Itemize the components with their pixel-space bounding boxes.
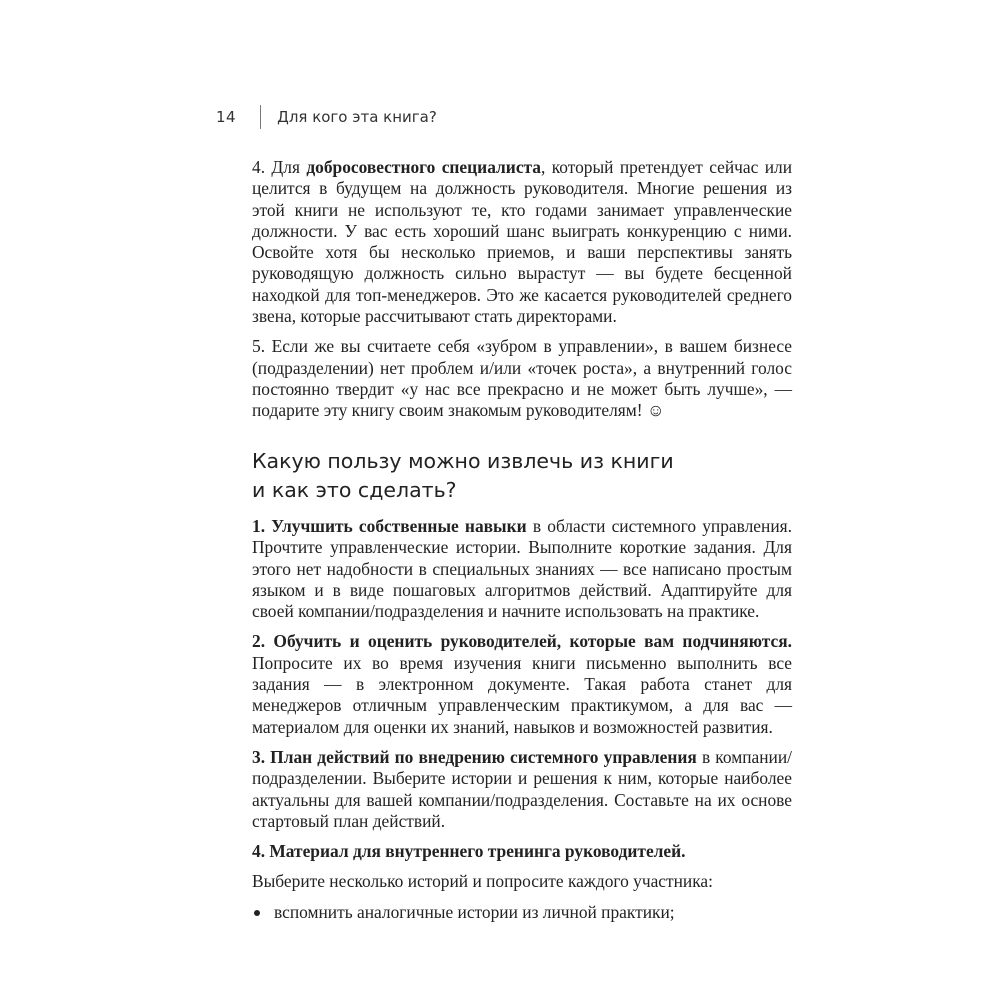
intro-text [252,157,792,422]
item-4-followup: Выберите несколько историй и попросите каждого участника: [252,871,713,892]
benefits-list [252,516,792,923]
page-number: 14 [216,108,237,126]
bold-phrase: добросовестного специалиста [306,157,541,177]
paragraph-5: 5. Если же вы считаете себя «зубром в управлении», в вашем бизнесе (подразделении) нет проблем и/или «точек роста», а внутренний голос постоянно твердит «у нас все прекрасно и не может быть лучше», — подарите эту книгу своим знакомым руководителям! ☺ [252,336,792,421]
benefit-item-2: 2. Обучить и оценить руководителей, которые вам подчиняются. Попросите их во время изучения книги письменно выполнить все задания — в электронном документе. Такая работа станет для менеджеров отличным управленческим практикумом, а для вас — материалом для оценки их знаний, навыков и возможностей развития. [252,631,792,737]
bullet-item: вспомнить аналогичные истории из личной практики; [252,902,792,923]
bullet-icon [254,910,260,916]
running-head [216,104,437,130]
benefit-item-3: 3. План действий по внедрению системного управления в компании/подразделении. Выберите истории и решения к ним, которые наиболее актуальны для вашей компании/подразделения. Составьте на их основе стартовый план действий. [252,746,792,831]
header-divider [260,105,261,129]
section-heading: Какую пользу можно извлечь из книги и как это сделать? [252,449,674,502]
benefit-item-1: 1. Улучшить собственные навыки в области системного управления. Прочтите управленческие истории. Выполните короткие задания. Для этого нет надобности в специальных знаниях — все написано простым языком и в виде пошаговых алгоритмов действий. Адаптируйте для своей компании/подразделения и начните использовать на практике. [252,516,792,622]
benefit-item-4: 4. Материал для внутреннего тренинга руководителей. [252,841,686,862]
paragraph-4: 4. Для добросовестного специалиста, который претендует сейчас или целится в будущем на должность руководителя. Многие решения из этой книги не используют те, кто годами занимает управленческие должности. У вас есть хороший шанс выиграть конкуренцию с ними. Освойте хотя бы несколько приемов, и ваши перспективы занять руководящую должность сильно вырастут — вы будете бесценной находкой для топ-менеджеров. Это же касается руководителей среднего звена, которые рассчитывают стать директорами. [252,157,792,327]
chapter-title: Для кого эта книга? [277,108,437,126]
